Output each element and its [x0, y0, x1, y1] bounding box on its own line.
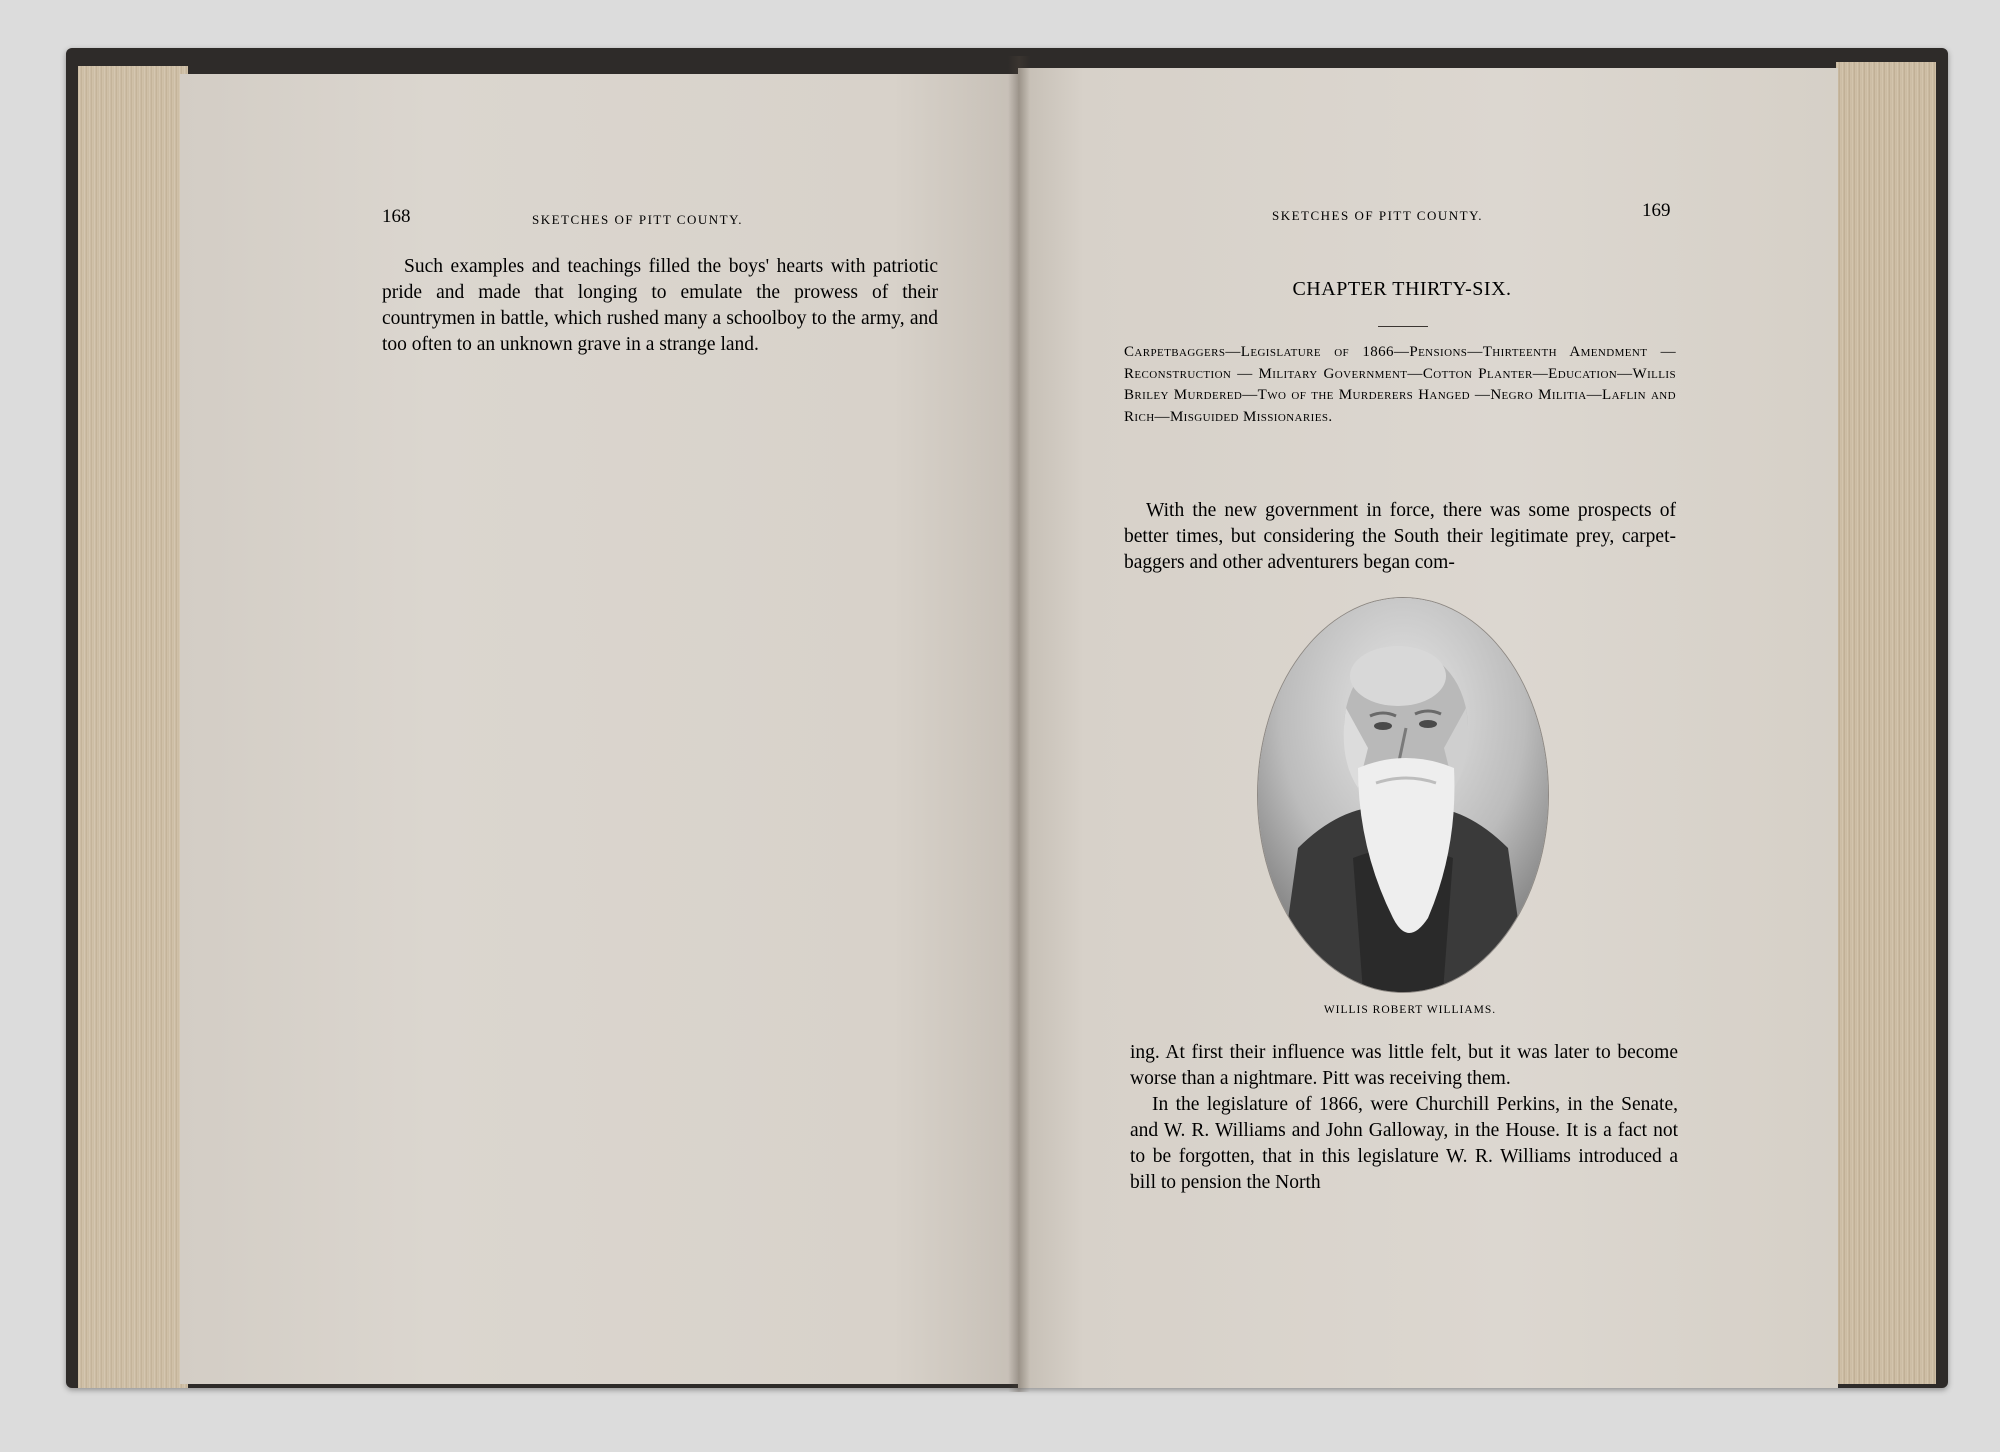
right-page-number: 169 [1642, 200, 1671, 221]
chapter-rule [1378, 326, 1428, 327]
chapter-title: CHAPTER THIRTY-SIX. [1292, 278, 1512, 300]
portrait-image [1258, 598, 1548, 992]
page-edges-right [1836, 62, 1936, 1384]
right-paragraph-3: In the legislature of 1866, were Churchill Perkins, in the Senate, and W. R. Williams and John Galloway, in the House. It is a fact not to be forgotten, that in this legislature W. R. Williams introduced a bill to pension the North [1130, 1094, 1678, 1193]
right-paragraph-1: With the new government in force, there was some prospects of better times, but considering the South their legitimate prey, carpet-baggers and other adventurers began com- [1124, 500, 1676, 573]
left-body-text [382, 254, 938, 358]
portrait-caption: WILLIS ROBERT WILLIAMS. [1323, 1004, 1497, 1016]
right-body-text-top [1124, 498, 1676, 576]
right-body-text-bottom [1130, 1040, 1678, 1196]
chapter-synopsis: Carpetbaggers—Legislature of 1866—Pensions—Thirteenth Amendment — Reconstruction — Military Government—Cotton Planter—Education—Willis Briley Murdered—Two of the Murderers Hanged —Negro Militia—Laflin and Rich—Misguided Missionaries. [1124, 344, 1676, 425]
left-running-head: SKETCHES OF PITT COUNTY. [532, 212, 744, 227]
right-paragraph-2: ing. At first their influence was little felt, but it was later to become worse than a nightmare. Pitt was receiving them. [1130, 1042, 1678, 1089]
left-page-number: 168 [382, 206, 411, 227]
portrait-illustration [1258, 598, 1548, 992]
book-gutter [1008, 56, 1030, 1392]
right-running-head: SKETCHES OF PITT COUNTY. [1272, 208, 1484, 223]
left-paragraph: Such examples and teachings filled the boys' hearts with patriotic pride and made that longing to emulate the prowess of their countrymen in battle, which rushed many a schoolboy to the army, and too often to an unknown grave in a strange land. [382, 256, 938, 355]
page-edges-left [78, 66, 188, 1388]
